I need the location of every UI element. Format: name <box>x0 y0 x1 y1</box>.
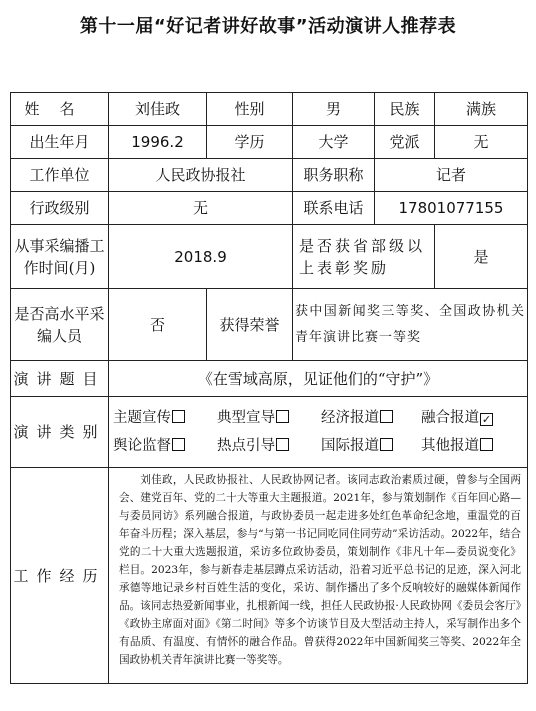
row-birth <box>11 126 528 159</box>
checkbox-icon[interactable] <box>480 438 493 451</box>
label-name: 姓名 <box>11 93 109 126</box>
row-employer <box>11 159 528 192</box>
option-other-report[interactable]: 其他报道 <box>421 435 521 457</box>
checkbox-icon[interactable] <box>276 438 289 451</box>
option-topic-publicity[interactable]: 主题宣传 <box>113 407 217 429</box>
option-public-opinion[interactable]: 舆论监督 <box>113 435 217 457</box>
label-speech-title: 演讲题目 <box>11 361 109 397</box>
label-employer: 工作单位 <box>11 159 109 192</box>
row-name <box>11 93 528 126</box>
row-speech-title <box>11 361 528 397</box>
value-years-start: 2018.9 <box>109 225 293 289</box>
value-birth: 1996.2 <box>109 126 207 159</box>
value-ethnicity: 满族 <box>435 93 528 126</box>
label-birth: 出生年月 <box>11 126 109 159</box>
checkbox-checked-icon[interactable]: ✓ <box>481 413 492 426</box>
recommendation-form-table <box>10 92 528 684</box>
label-honors: 获得荣誉 <box>207 289 293 361</box>
checkbox-icon[interactable] <box>276 410 289 423</box>
value-admin-level: 无 <box>109 192 293 225</box>
checkbox-icon[interactable] <box>172 438 185 451</box>
checkbox-icon[interactable] <box>380 410 393 423</box>
value-high-level: 否 <box>109 289 207 361</box>
row-high-level <box>11 289 528 361</box>
label-education: 学历 <box>207 126 293 159</box>
label-party: 党派 <box>375 126 435 159</box>
value-employer: 人民政协报社 <box>109 159 293 192</box>
value-speech-title: 《在雪域高原，见证他们的“守护”》 <box>109 361 528 397</box>
value-provincial-award: 是 <box>435 225 528 289</box>
checkbox-icon[interactable] <box>380 438 393 451</box>
row-years <box>11 225 528 289</box>
value-party: 无 <box>435 126 528 159</box>
checkbox-icon[interactable] <box>172 410 185 423</box>
label-high-level: 是否高水平采编人员 <box>11 289 109 361</box>
option-typical-publicity[interactable]: 典型宣导 <box>217 407 321 429</box>
label-ethnicity: 民族 <box>375 93 435 126</box>
value-work-history: 刘佳政，人民政协报社、人民政协网记者。该同志政治素质过硬，曾参与全国两会、建党百年、党的二十大等重大主题报道。2021年，参与策划制作《百年回心路—与委员同访》系列融合报道，与政协委员一起走进多处红色革命纪念地，重温党的百年奋斗历程；深入基层，参与“与第一书记同吃同住同劳动”采访活动。2022年，结合党的二十大重大选题报道，采访多位政协委员，策划制作《非凡十年—委员说变化》栏目。2023年，参与新春走基层蹲点采访活动，沿着习近平总书记的足迹，深入河北承德等地记录乡村百姓生活的变化，采访、制作播出了多个反响较好的融媒体新闻作品。该同志热爱新闻事业，扎根新闻一线，担任人民政协报·人民政协网《委员会客厅》《政协主席面对面》《第二时间》等多个访谈节目及大型活动主持人，采写制作出多个有品质、有温度、有情怀的融合作品。曾获得2022年中国新闻奖三等奖、2022年全国政协机关青年演讲比赛一等奖等。 <box>109 468 528 684</box>
label-provincial-award: 是否获省部级以上表彰奖励 <box>293 225 435 289</box>
option-economic-report[interactable]: 经济报道 <box>321 407 421 429</box>
label-gender: 性别 <box>207 93 293 126</box>
label-job-title: 职务职称 <box>293 159 375 192</box>
value-gender: 男 <box>293 93 375 126</box>
option-international-report[interactable]: 国际报道 <box>321 435 421 457</box>
form-title: 第十一届“好记者讲好故事”活动演讲人推荐表 <box>79 16 457 37</box>
row-admin-level <box>11 192 528 225</box>
row-work-history <box>11 468 528 684</box>
label-work-history: 工作经历 <box>11 468 109 684</box>
value-education: 大学 <box>293 126 375 159</box>
value-phone: 17801077155 <box>375 192 528 225</box>
value-name: 刘佳政 <box>109 93 207 126</box>
row-speech-type <box>11 397 528 468</box>
label-phone: 联系电话 <box>293 192 375 225</box>
speech-type-options <box>109 397 528 468</box>
option-integrated-report[interactable]: 融合报道 ✓ <box>421 410 492 426</box>
label-admin-level: 行政级别 <box>11 192 109 225</box>
value-honors: 获中国新闻奖三等奖、全国政协机关青年演讲比赛一等奖 <box>293 289 528 361</box>
label-years-start: 从事采编播工作时间(月) <box>11 225 109 289</box>
option-hotspot-guidance[interactable]: 热点引导 <box>217 435 321 457</box>
value-job-title: 记者 <box>375 159 528 192</box>
label-speech-type: 演讲类别 <box>11 397 109 468</box>
